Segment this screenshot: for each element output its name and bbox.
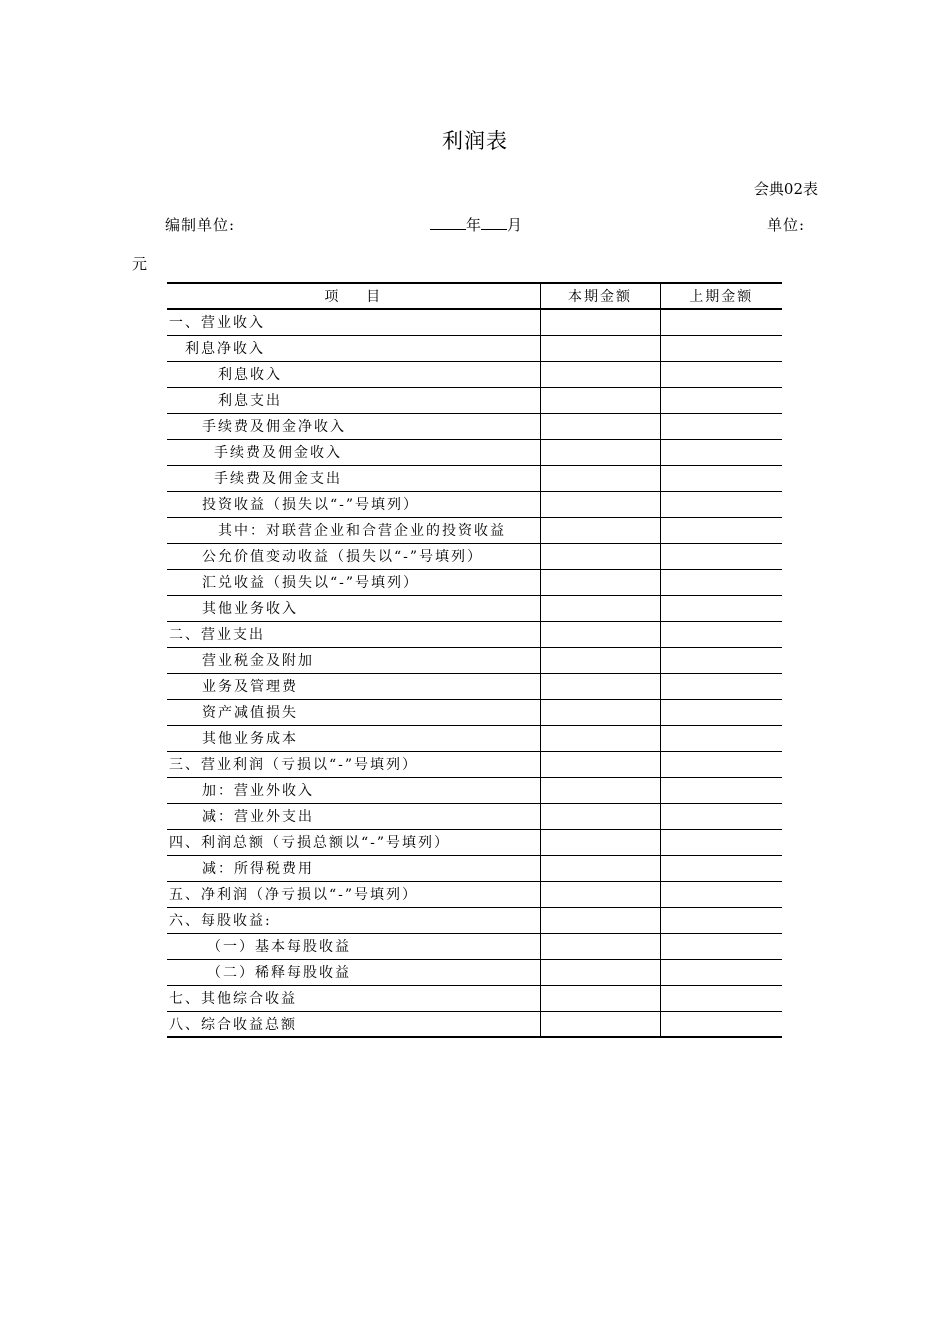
- row-label: 其他业务成本: [167, 725, 540, 751]
- current-amount-cell[interactable]: [540, 777, 660, 803]
- current-amount-cell[interactable]: [540, 855, 660, 881]
- previous-amount-cell[interactable]: [660, 699, 782, 725]
- row-label: 加：营业外收入: [167, 777, 540, 803]
- row-label: 汇兑收益（损失以“-”号填列）: [167, 569, 540, 595]
- current-amount-cell[interactable]: [540, 751, 660, 777]
- previous-amount-cell[interactable]: [660, 855, 782, 881]
- table-row: [167, 309, 782, 335]
- header-current-amount: 本期金额: [540, 283, 660, 309]
- previous-amount-cell[interactable]: [660, 361, 782, 387]
- row-label: 其中：对联营企业和合营企业的投资收益: [167, 517, 540, 543]
- month-blank[interactable]: [481, 214, 507, 230]
- previous-amount-cell[interactable]: [660, 959, 782, 985]
- current-amount-cell[interactable]: [540, 595, 660, 621]
- previous-amount-cell[interactable]: [660, 621, 782, 647]
- current-amount-cell[interactable]: [540, 361, 660, 387]
- current-amount-cell[interactable]: [540, 517, 660, 543]
- table-row: [167, 621, 782, 647]
- current-amount-cell[interactable]: [540, 543, 660, 569]
- table-row: [167, 881, 782, 907]
- previous-amount-cell[interactable]: [660, 335, 782, 361]
- table-row: [167, 543, 782, 569]
- table-row: [167, 803, 782, 829]
- current-amount-cell[interactable]: [540, 699, 660, 725]
- table-row: [167, 673, 782, 699]
- previous-amount-cell[interactable]: [660, 777, 782, 803]
- current-amount-cell[interactable]: [540, 387, 660, 413]
- row-label: （一）基本每股收益: [167, 933, 540, 959]
- row-label: 业务及管理费: [167, 673, 540, 699]
- table-row: [167, 595, 782, 621]
- row-label: （二）稀释每股收益: [167, 959, 540, 985]
- header-previous-amount: 上期金额: [660, 283, 782, 309]
- row-label: 营业税金及附加: [167, 647, 540, 673]
- current-amount-cell[interactable]: [540, 1011, 660, 1037]
- row-label: 七、其他综合收益: [167, 985, 540, 1011]
- table-row: [167, 491, 782, 517]
- current-amount-cell[interactable]: [540, 491, 660, 517]
- table-row: [167, 413, 782, 439]
- row-label: 五、净利润（净亏损以“-”号填列）: [167, 881, 540, 907]
- table-row: [167, 959, 782, 985]
- previous-amount-cell[interactable]: [660, 881, 782, 907]
- table-row: [167, 907, 782, 933]
- compiler-label: 编制单位:: [165, 216, 236, 234]
- table-row: [167, 985, 782, 1011]
- current-amount-cell[interactable]: [540, 829, 660, 855]
- previous-amount-cell[interactable]: [660, 673, 782, 699]
- previous-amount-cell[interactable]: [660, 491, 782, 517]
- previous-amount-cell[interactable]: [660, 595, 782, 621]
- row-label: 其他业务收入: [167, 595, 540, 621]
- row-label: 二、营业支出: [167, 621, 540, 647]
- current-amount-cell[interactable]: [540, 985, 660, 1011]
- previous-amount-cell[interactable]: [660, 803, 782, 829]
- table-header-row: [167, 283, 782, 309]
- row-label: 利息支出: [167, 387, 540, 413]
- table-row: [167, 517, 782, 543]
- current-amount-cell[interactable]: [540, 439, 660, 465]
- current-amount-cell[interactable]: [540, 413, 660, 439]
- table-row: [167, 777, 782, 803]
- row-label: 减：所得税费用: [167, 855, 540, 881]
- row-label: 八、综合收益总额: [167, 1011, 540, 1037]
- form-code: 会典02表: [753, 180, 818, 198]
- previous-amount-cell[interactable]: [660, 647, 782, 673]
- row-label: 资产减值损失: [167, 699, 540, 725]
- row-label: 四、利润总额（亏损总额以“-”号填列）: [167, 829, 540, 855]
- income-statement-table: [167, 282, 782, 1038]
- table-row: [167, 465, 782, 491]
- row-label: 三、营业利润（亏损以“-”号填列）: [167, 751, 540, 777]
- row-label: 减：营业外支出: [167, 803, 540, 829]
- previous-amount-cell[interactable]: [660, 517, 782, 543]
- table-row: [167, 725, 782, 751]
- previous-amount-cell[interactable]: [660, 439, 782, 465]
- current-amount-cell[interactable]: [540, 933, 660, 959]
- row-label: 投资收益（损失以“-”号填列）: [167, 491, 540, 517]
- table-row: [167, 699, 782, 725]
- table-row: [167, 647, 782, 673]
- unit-label: 单位:: [767, 216, 806, 234]
- page-title: 利润表: [442, 129, 508, 153]
- table-row: [167, 1011, 782, 1037]
- table-row: [167, 829, 782, 855]
- table-row: [167, 569, 782, 595]
- header-item: 项 目: [167, 283, 540, 309]
- current-amount-cell[interactable]: [540, 803, 660, 829]
- previous-amount-cell[interactable]: [660, 413, 782, 439]
- previous-amount-cell[interactable]: [660, 309, 782, 335]
- current-amount-cell[interactable]: [540, 569, 660, 595]
- current-amount-cell[interactable]: [540, 673, 660, 699]
- year-blank[interactable]: [430, 214, 466, 230]
- previous-amount-cell[interactable]: [660, 569, 782, 595]
- table-row: [167, 439, 782, 465]
- month-suffix: 月: [507, 216, 523, 234]
- row-label: 手续费及佣金净收入: [167, 413, 540, 439]
- unit-value: 元: [132, 255, 148, 273]
- current-amount-cell[interactable]: [540, 647, 660, 673]
- previous-amount-cell[interactable]: [660, 725, 782, 751]
- current-amount-cell[interactable]: [540, 335, 660, 361]
- row-label: 手续费及佣金收入: [167, 439, 540, 465]
- previous-amount-cell[interactable]: [660, 1011, 782, 1037]
- table-row: [167, 387, 782, 413]
- previous-amount-cell[interactable]: [660, 985, 782, 1011]
- row-label: 一、营业收入: [167, 309, 540, 335]
- current-amount-cell[interactable]: [540, 881, 660, 907]
- previous-amount-cell[interactable]: [660, 751, 782, 777]
- previous-amount-cell[interactable]: [660, 387, 782, 413]
- current-amount-cell[interactable]: [540, 621, 660, 647]
- current-amount-cell[interactable]: [540, 959, 660, 985]
- row-label: 利息净收入: [167, 335, 540, 361]
- table-row: [167, 933, 782, 959]
- table-row: [167, 361, 782, 387]
- previous-amount-cell[interactable]: [660, 907, 782, 933]
- previous-amount-cell[interactable]: [660, 933, 782, 959]
- current-amount-cell[interactable]: [540, 907, 660, 933]
- row-label: 公允价值变动收益（损失以“-”号填列）: [167, 543, 540, 569]
- current-amount-cell[interactable]: [540, 309, 660, 335]
- row-label: 手续费及佣金支出: [167, 465, 540, 491]
- previous-amount-cell[interactable]: [660, 543, 782, 569]
- previous-amount-cell[interactable]: [660, 829, 782, 855]
- row-label: 六、每股收益:: [167, 907, 540, 933]
- current-amount-cell[interactable]: [540, 725, 660, 751]
- report-period: [430, 214, 522, 235]
- table-row: [167, 751, 782, 777]
- year-suffix: 年: [466, 216, 482, 234]
- table-row: [167, 335, 782, 361]
- table-row: [167, 855, 782, 881]
- row-label: 利息收入: [167, 361, 540, 387]
- current-amount-cell[interactable]: [540, 465, 660, 491]
- previous-amount-cell[interactable]: [660, 465, 782, 491]
